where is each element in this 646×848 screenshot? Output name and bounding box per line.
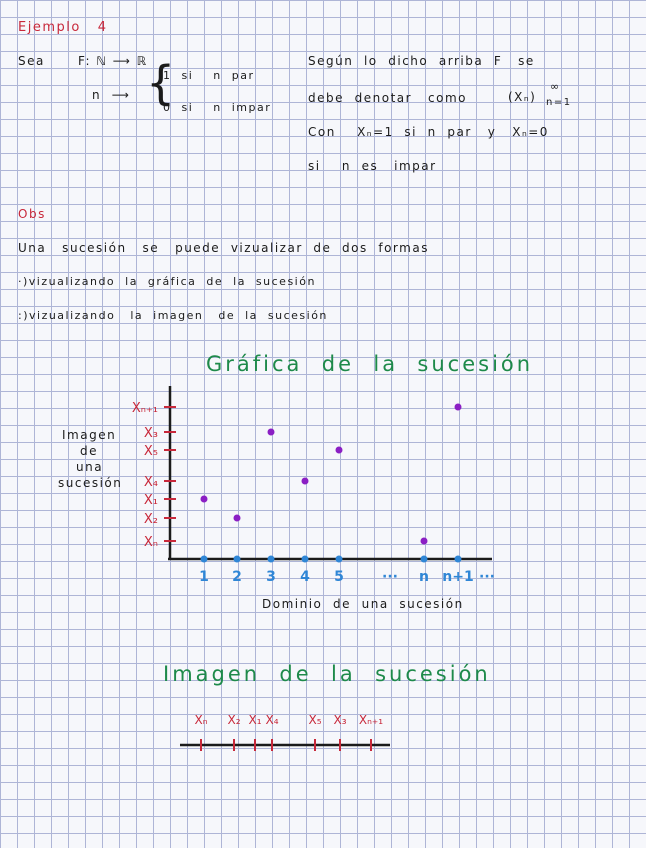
x-tick-label: 1 bbox=[199, 569, 209, 585]
y-tick-label: X₃ bbox=[143, 426, 158, 441]
data-point bbox=[201, 496, 208, 503]
y-tick-label: X₅ bbox=[143, 444, 158, 459]
obs-item-2: :)vizualizando la imagen de la sucesión bbox=[18, 309, 328, 322]
example-heading: Ejemplo 4 bbox=[18, 20, 108, 35]
right-line-1: Según lo dicho arriba F se bbox=[308, 54, 535, 68]
x-tick-dot bbox=[268, 556, 275, 563]
x-tick-dot bbox=[336, 556, 343, 563]
n-arrow: n ⟶ bbox=[92, 88, 131, 102]
y-tick-label: X₄ bbox=[143, 475, 158, 490]
data-point bbox=[455, 404, 462, 411]
x-tick-label: n+1 bbox=[442, 569, 474, 585]
obs-label: Obs bbox=[18, 207, 46, 221]
x-tick-dot bbox=[302, 556, 309, 563]
y-axis-label-1: Imagen bbox=[62, 428, 117, 442]
x-tick-dot bbox=[234, 556, 241, 563]
data-point bbox=[421, 538, 428, 545]
x-tick-label: 5 bbox=[334, 569, 344, 585]
x-tick-dot bbox=[455, 556, 462, 563]
curly-brace: { bbox=[146, 56, 177, 110]
y-tick-label: X₂ bbox=[143, 512, 158, 527]
image-tick-label: X₄ bbox=[265, 713, 279, 727]
y-axis-label-4: sucesión bbox=[58, 476, 123, 490]
point-layer bbox=[201, 404, 462, 545]
x-tick-label: 3 bbox=[266, 569, 276, 585]
data-point bbox=[336, 447, 343, 454]
x-tick-label: n bbox=[419, 569, 429, 585]
x-tick-dot bbox=[201, 556, 208, 563]
x-tick-dot bbox=[421, 556, 428, 563]
graph-title: Gráfica de la sucesión bbox=[206, 352, 534, 376]
right-line-4: si n es impar bbox=[308, 159, 437, 173]
right-line-3: Con Xₙ=1 si n par y Xₙ=0 bbox=[308, 125, 549, 139]
y-tick-label: Xₙ₊₁ bbox=[131, 401, 158, 416]
case-zero: 0 si n impar bbox=[163, 101, 272, 114]
sequence-notation: (Xₙ) bbox=[508, 90, 537, 104]
x-tick-label: ··· bbox=[382, 569, 398, 585]
obs-line: Una sucesión se puede vizualizar de dos formas bbox=[18, 241, 429, 255]
image-tick-label: X₃ bbox=[333, 713, 347, 727]
sequence-infinity: ∞ bbox=[550, 80, 561, 93]
y-axis-label-3: una bbox=[76, 460, 104, 474]
image-tick-label: X₂ bbox=[227, 713, 241, 727]
x-tick-label: 2 bbox=[232, 569, 242, 585]
x-tick-label: ··· bbox=[479, 569, 495, 585]
data-point bbox=[234, 515, 241, 522]
sequence-subscript: n=1 bbox=[546, 97, 572, 108]
case-one: 1 si n par bbox=[163, 69, 255, 82]
right-line-2: debe denotar como bbox=[308, 91, 467, 105]
x-tick-label: 4 bbox=[300, 569, 310, 585]
y-axis-label-2: de bbox=[80, 444, 98, 458]
function-map: F: ℕ ⟶ ℝ bbox=[78, 54, 148, 68]
image-tick-label: Xₙ₊₁ bbox=[358, 713, 384, 727]
image-tick-label: Xₙ bbox=[194, 713, 208, 727]
data-point bbox=[302, 478, 309, 485]
image-tick-label: X₁ bbox=[248, 713, 262, 727]
sea-label: Sea bbox=[18, 54, 45, 68]
data-point bbox=[268, 429, 275, 436]
y-tick-label: X₁ bbox=[143, 493, 158, 508]
x-axis-label: Dominio de una sucesión bbox=[262, 597, 464, 611]
image-tick-label: X₅ bbox=[308, 713, 322, 727]
image-title: Imagen de la sucesión bbox=[163, 662, 491, 686]
y-tick-label: Xₙ bbox=[143, 535, 158, 550]
obs-item-1: ·)vizualizando la gráfica de la sucesión bbox=[18, 275, 316, 288]
